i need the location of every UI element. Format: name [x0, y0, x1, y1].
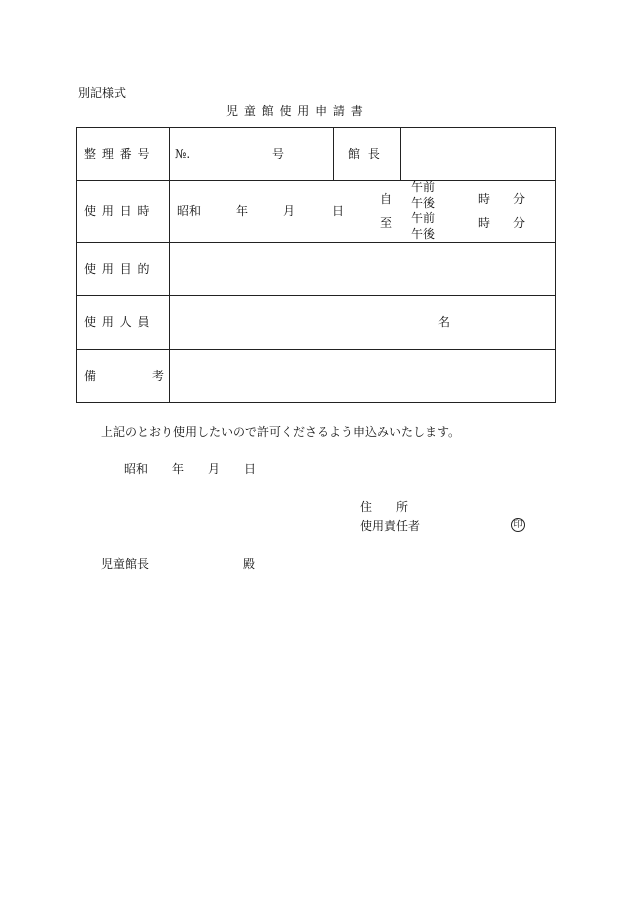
to-hour-label: 時: [478, 216, 491, 230]
director-seal-field[interactable]: [400, 136, 554, 172]
address-label: 住 所: [360, 500, 409, 514]
era-label: 昭和: [177, 204, 202, 218]
form-title: 児 童 館 使 用 申 請 書: [226, 104, 364, 118]
from-minute-label: 分: [513, 192, 526, 206]
number-suffix: 号: [272, 147, 285, 161]
number-prefix: №.: [175, 147, 191, 161]
from-am-label: 午前: [411, 180, 436, 194]
seal-mark: 印: [511, 518, 525, 532]
date-year: 年: [172, 462, 185, 476]
date-day: 日: [244, 462, 257, 476]
from-hour-label: 時: [478, 192, 491, 206]
date-month: 月: [208, 462, 221, 476]
responsible-person-label: 使用責任者: [360, 519, 421, 533]
usage-persons-field[interactable]: [170, 296, 554, 346]
from-label: 自: [380, 192, 393, 206]
row1-divider: [333, 128, 334, 180]
day-label: 日: [332, 204, 345, 218]
to-pm-label: 午後: [411, 227, 436, 241]
addressee-name: 児童館長: [101, 557, 150, 571]
row-divider: [77, 180, 555, 181]
addressee-honorific: 殿: [243, 557, 256, 571]
remarks-field[interactable]: [170, 350, 554, 400]
year-label: 年: [236, 204, 249, 218]
director-label: 館 長: [348, 147, 382, 161]
to-minute-label: 分: [513, 216, 526, 230]
month-label: 月: [283, 204, 296, 218]
to-am-label: 午前: [411, 211, 436, 225]
persons-unit: 名: [438, 315, 451, 329]
remarks-label-2: 考: [152, 369, 165, 383]
date-era: 昭和: [124, 462, 149, 476]
to-label: 至: [380, 216, 393, 230]
usage-purpose-field[interactable]: [170, 243, 554, 293]
usage-datetime-label: 使 用 日 時: [84, 204, 151, 218]
from-pm-label: 午後: [411, 196, 436, 210]
usage-purpose-label: 使 用 目 的: [84, 262, 151, 276]
statement-text: 上記のとおり使用したいので許可くださるよう申込みいたします。: [101, 425, 461, 439]
annex-label: 別記様式: [78, 86, 127, 100]
remarks-label-1: 備: [84, 369, 97, 383]
serial-number-label: 整 理 番 号: [84, 147, 151, 161]
usage-persons-label: 使 用 人 員: [84, 315, 151, 329]
